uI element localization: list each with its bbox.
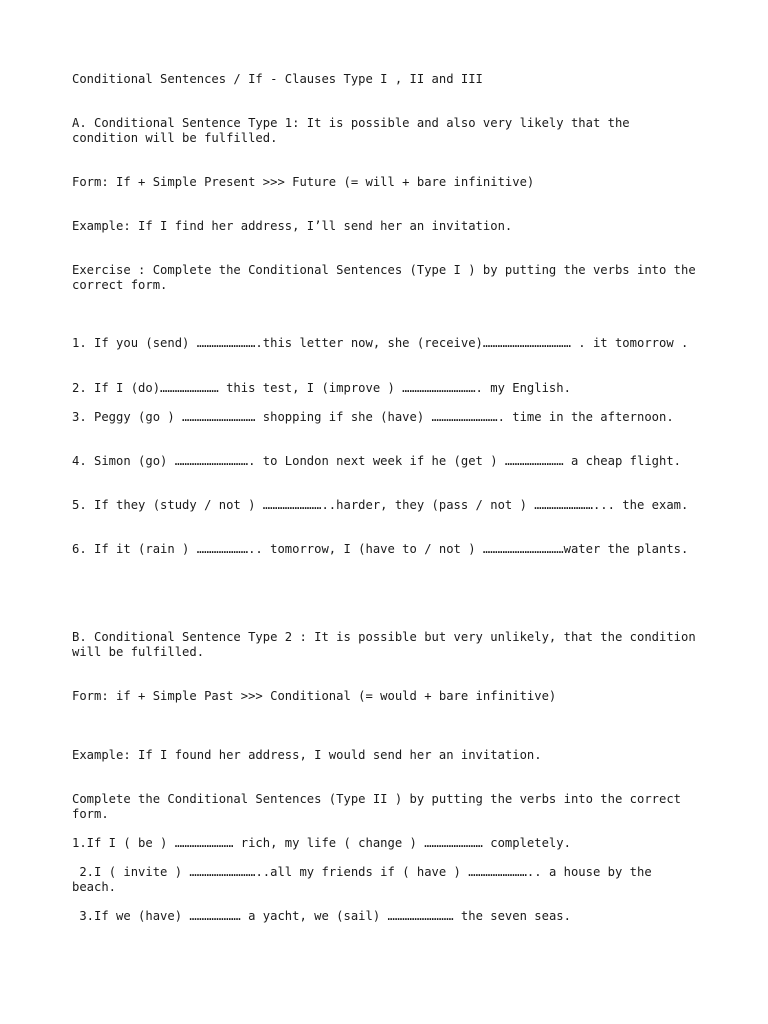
- exercise-item: 5. If they (study / not ) ……………………..harder, they (pass / not ) ……………………... the exam.: [72, 498, 689, 512]
- exercise-item: 1. If you (send) …………………….this letter now, she (receive)……………………………… . it tomorrow .: [72, 336, 689, 350]
- exercise-item: 1.If I ( be ) …………………… rich, my life ( change ) …………………… completely.: [72, 836, 571, 850]
- section-b-heading: B. Conditional Sentence Type 2 : It is possible but very unlikely, that the condition will be fulfilled.: [72, 630, 704, 659]
- section-a-exercise: Exercise : Complete the Conditional Sentences (Type I ) by putting the verbs into the correct form.: [72, 263, 704, 292]
- exercise-item: 3.If we (have) ………………… a yacht, we (sail) ……………………… the seven seas.: [72, 909, 571, 923]
- section-a-form: Form: If + Simple Present >>> Future (= will + bare infinitive): [72, 175, 535, 189]
- exercise-item: 2.I ( invite ) ………………………..all my friends if ( have ) …………………….. a house by the beach.: [72, 865, 660, 894]
- section-b-form: Form: if + Simple Past >>> Conditional (= would + bare infinitive): [72, 689, 557, 703]
- exercise-item: 3. Peggy (go ) ………………………… shopping if she (have) ………………………. time in the afternoon.: [72, 410, 674, 424]
- section-b-example: Example: If I found her address, I would send her an invitation.: [72, 748, 542, 762]
- section-b-exercise: Complete the Conditional Sentences (Type II ) by putting the verbs into the correct form.: [72, 792, 689, 821]
- section-a-example: Example: If I find her address, I’ll send her an invitation.: [72, 219, 513, 233]
- document-title: Conditional Sentences / If - Clauses Type I , II and III: [72, 72, 483, 86]
- exercise-item: 4. Simon (go) …………………………. to London next week if he (get ) …………………… a cheap flight.: [72, 454, 682, 468]
- exercise-item: 2. If I (do)…………………… this test, I (improve ) …………………………. my English.: [72, 381, 571, 395]
- exercise-item: 6. If it (rain ) ………………….. tomorrow, I (have to / not ) ……………………………water the plants.: [72, 542, 689, 556]
- section-a-heading: A. Conditional Sentence Type 1: It is possible and also very likely that the condition will be fulfilled.: [72, 116, 637, 145]
